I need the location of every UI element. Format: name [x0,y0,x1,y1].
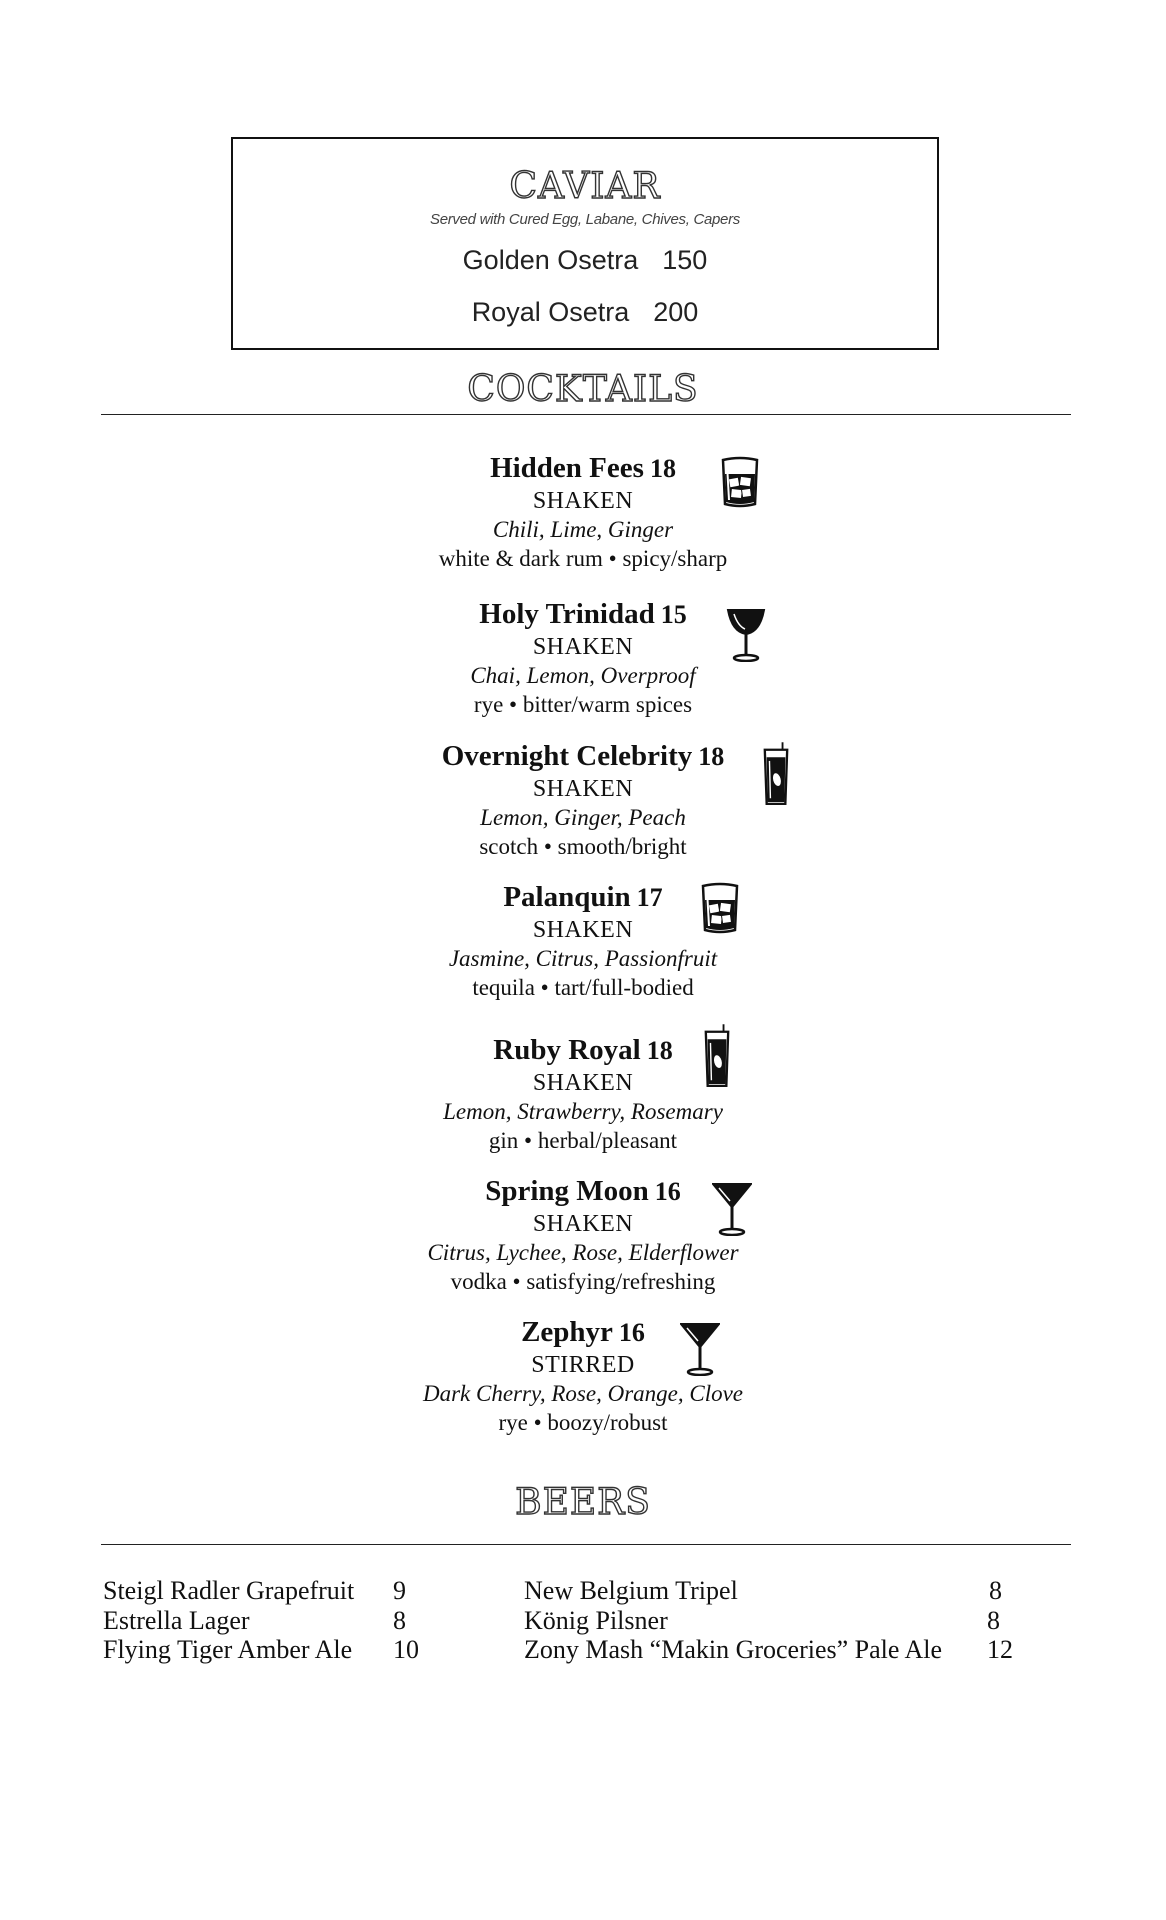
caviar-item [233,245,937,276]
beer-price: 12 [987,1635,1013,1664]
cocktail-notes: white & dark rum • spicy/sharp [438,546,728,571]
cocktail-name: Spring Moon [485,1175,649,1207]
cocktails-title: COCKTAILS [467,369,699,410]
beer-price: 8 [989,1576,1002,1605]
caviar-item-name: Golden Osetra [462,245,639,275]
cocktail-ingredients: Dark Cherry, Rose, Orange, Clove [422,1381,744,1406]
cocktail-method: SHAKEN [532,488,634,514]
cocktail-ingredients: Lemon, Ginger, Peach [480,805,686,830]
cocktail-name: Palanquin [503,881,631,913]
martini-glass-icon [680,1320,720,1376]
beer-name: New Belgium Tripel [524,1576,738,1605]
cocktail-notes: scotch • smooth/bright [479,834,687,859]
cocktails-divider [101,414,1071,415]
beer-price: 10 [393,1635,419,1664]
beer-price: 8 [393,1605,406,1635]
cocktail-name: Ruby Royal [493,1034,641,1066]
cocktail-price: 16 [654,1177,681,1206]
cocktail-notes: vodka • satisfying/refreshing [450,1269,716,1294]
cocktail-ingredients: Chili, Lime, Ginger [492,517,674,542]
cocktail-notes: gin • herbal/pleasant [488,1128,678,1153]
beers-divider [101,1544,1071,1545]
cocktail-price: 15 [660,600,687,629]
beer-item [103,1576,433,1606]
cocktail-ingredients: Lemon, Strawberry, Rosemary [443,1099,723,1124]
cocktail-price: 16 [618,1318,645,1347]
highball-glass-icon [703,1022,731,1090]
cocktail-notes: tequila • tart/full-bodied [472,975,694,1000]
cocktail-name: Zephyr [521,1316,613,1348]
beer-name: Zony Mash “Makin Groceries” Pale Ale [524,1635,943,1664]
caviar-box [231,137,939,350]
cocktail-price: 18 [649,454,676,483]
beer-list-right [524,1576,1044,1665]
beer-name: Flying Tiger Amber Ale [103,1635,353,1664]
caviar-title: CAVIAR [509,166,661,207]
beer-item [524,1635,1044,1665]
cocktail-method: SHAKEN [532,634,634,660]
cocktail-ingredients: Citrus, Lychee, Rose, Elderflower [427,1240,739,1265]
cocktail-name: Holy Trinidad [479,598,655,630]
cocktail-ingredients: Chai, Lemon, Overproof [470,663,696,688]
beer-name: Estrella Lager [103,1605,250,1635]
caviar-item [233,297,937,328]
caviar-subtitle: Served with Cured Egg, Labane, Chives, Capers [429,211,740,228]
beer-price: 9 [393,1576,406,1605]
beer-list-left [103,1576,433,1665]
beer-item [524,1576,1044,1606]
beers-title: BEERS [515,1482,651,1523]
cocktail-item [383,739,783,861]
cocktail-item [383,597,783,719]
cocktail-method: SHAKEN [532,917,634,943]
beer-item [103,1606,433,1636]
rocks-glass-icon [720,456,760,508]
martini-glass-icon [712,1180,752,1236]
caviar-item-price: 200 [653,297,699,327]
beer-item [103,1635,433,1665]
highball-glass-icon [762,740,790,808]
beer-name: Steigl Radler Grapefruit [103,1576,355,1605]
caviar-item-name: Royal Osetra [471,297,630,327]
cocktail-price: 17 [636,883,663,912]
coupe-glass-icon [726,606,766,662]
cocktail-ingredients: Jasmine, Citrus, Passionfruit [448,946,718,971]
cocktail-item [383,1315,783,1437]
cocktail-method: SHAKEN [532,776,634,802]
beer-item [524,1606,1044,1636]
cocktail-method: SHAKEN [532,1070,634,1096]
beer-price: 8 [987,1605,1000,1635]
cocktail-method: SHAKEN [532,1211,634,1237]
cocktail-price: 18 [646,1036,673,1065]
rocks-glass-icon [700,882,740,934]
cocktail-notes: rye • bitter/warm spices [473,692,693,717]
cocktail-name: Hidden Fees [490,452,644,484]
caviar-item-price: 150 [662,245,708,275]
cocktail-price: 18 [698,742,725,771]
cocktail-name: Overnight Celebrity [441,740,693,772]
cocktail-notes: rye • boozy/robust [498,1410,668,1435]
cocktail-method: STIRRED [531,1352,635,1378]
beer-name: König Pilsner [524,1605,668,1635]
